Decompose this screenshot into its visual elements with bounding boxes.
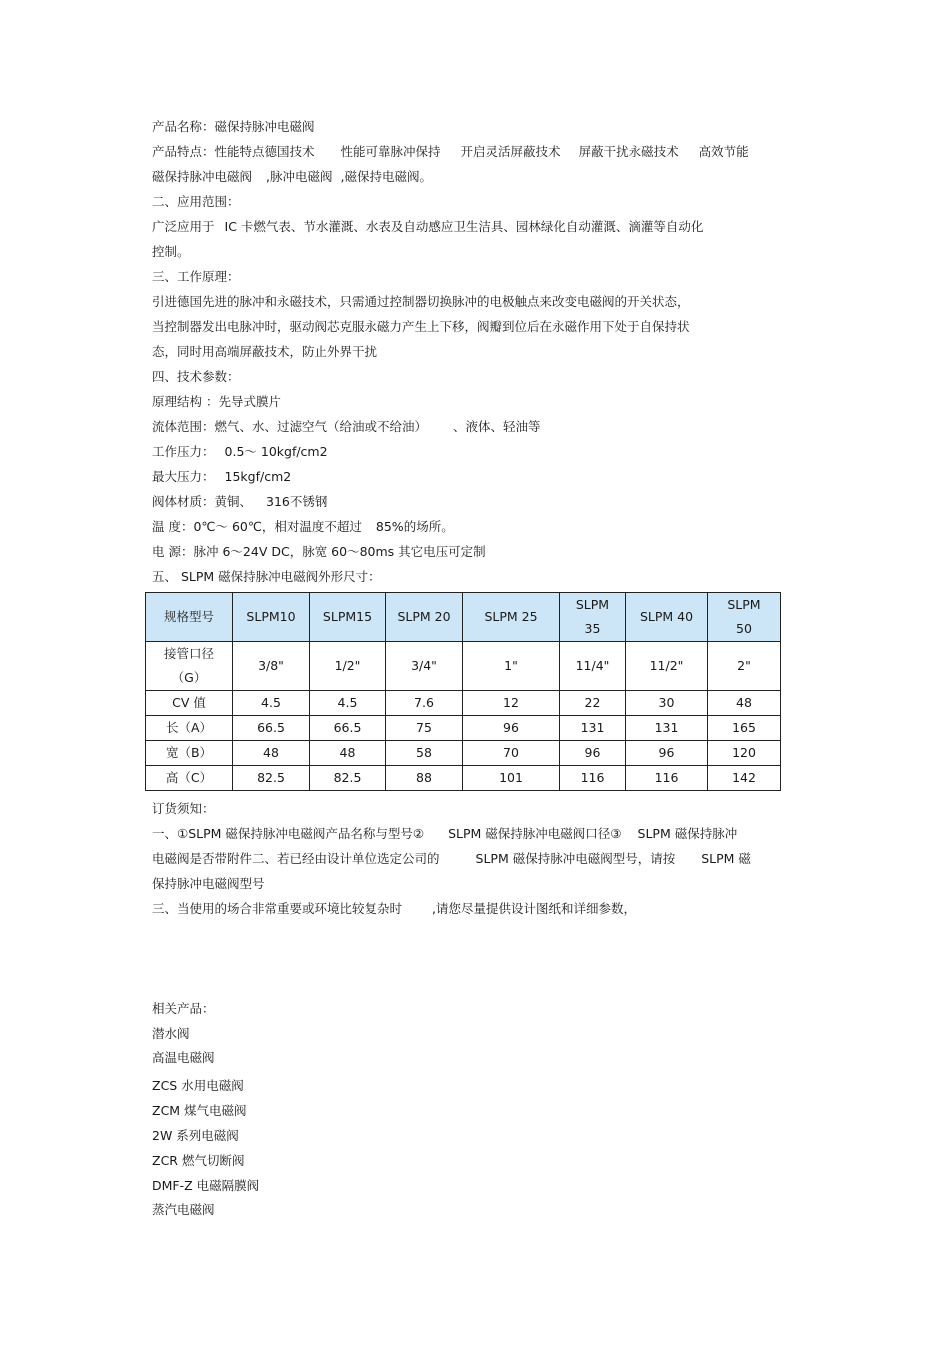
table-cell: 165 <box>708 716 781 741</box>
param-label: 最大压力： <box>152 469 215 484</box>
param-label: 工作压力： <box>152 444 215 459</box>
table-cell: 4.5 <box>233 691 310 716</box>
param-value: 0℃～ 60℃，相对温度不超过 <box>193 519 362 534</box>
param-material-b: 316不锈钢 <box>266 494 328 509</box>
table-row <box>146 642 781 691</box>
ordering-text: 三、当使用的场合非常重要或环境比较复杂时 <box>152 901 403 916</box>
ordering-line-4 <box>152 900 636 918</box>
table-cell: 66.5 <box>233 716 310 741</box>
application-line-1 <box>152 218 703 236</box>
keywords-line <box>152 168 432 186</box>
principle-line: 态，同时用高端屏蔽技术，防止外界干扰 <box>152 344 378 359</box>
table-cell: 1" <box>463 642 560 691</box>
application-text-b: IC 卡燃气表、节水灌溉、水表及自动感应卫生洁具、园林绿化自动灌溉、滴灌等自动化 <box>224 219 704 234</box>
header-model: SLPM 40 <box>626 593 708 642</box>
ordering-text: SLPM 磁保持脉冲电磁阀型号，请按 <box>475 851 676 866</box>
table-cell: 82.5 <box>310 766 386 791</box>
row-label: CV 值 <box>146 691 233 716</box>
principle-line: 当控制器发出电脉冲时，驱动阀芯克服永磁力产生上下移，阀瓣到位后在永磁作用下处于自保持状 <box>152 319 690 334</box>
table-cell: 82.5 <box>233 766 310 791</box>
ordering-text: ,请您尽量提供设计图纸和详细参数， <box>432 901 636 916</box>
param-fluid-a: 流体范围：燃气、水、过滤空气（给油或不给油） <box>152 419 428 434</box>
header-model: SLPM 50 <box>708 593 781 642</box>
application-line-2: 控制。 <box>152 244 190 259</box>
principle-line: 引进德国先进的脉冲和永磁技术，只需通过控制器切换脉冲的电极触点来改变电磁阀的开关状态， <box>152 294 690 309</box>
related-item: 蒸汽电磁阀 <box>152 1202 215 1217</box>
table-cell: 58 <box>386 741 463 766</box>
ordering-heading: 订货须知： <box>152 801 215 816</box>
param-material-a: 阀体材质：黄铜、 <box>152 494 253 509</box>
table-cell: 11/2" <box>626 642 708 691</box>
table-cell: 101 <box>463 766 560 791</box>
table-cell: 11/4" <box>560 642 626 691</box>
feature-item: 屏蔽干扰永磁技术 <box>578 144 679 159</box>
table-cell: 1/2" <box>310 642 386 691</box>
ordering-text: SLPM 磁保持脉冲电磁阀口径③ <box>448 826 622 841</box>
param-fluid <box>152 418 541 436</box>
table-cell: 142 <box>708 766 781 791</box>
param-value: 0.5～ 10kgf/cm2 <box>224 444 328 459</box>
param-value: 15kgf/cm2 <box>224 469 292 484</box>
feature-item: 开启灵活屏蔽技术 <box>460 144 561 159</box>
table-cell: 48 <box>310 741 386 766</box>
row-label: 宽（B） <box>146 741 233 766</box>
param-temperature <box>152 518 454 536</box>
row-label: 长（A） <box>146 716 233 741</box>
table-row <box>146 691 781 716</box>
param-value: 85%的场所。 <box>375 519 454 534</box>
param-fluid-b: 、液体、轻油等 <box>453 419 541 434</box>
ordering-text: SLPM 磁保持脉冲 <box>637 826 738 841</box>
table-cell: 116 <box>626 766 708 791</box>
table-cell: 3/4" <box>386 642 463 691</box>
feature-item: 高效节能 <box>698 144 749 159</box>
features-label: 产品特点： <box>152 144 215 159</box>
header-model: SLPM10 <box>233 593 310 642</box>
header-model: SLPM 25 <box>463 593 560 642</box>
param-label: 温 度： <box>152 519 194 534</box>
table-cell: 96 <box>626 741 708 766</box>
row-label: 接管口径 （G） <box>146 642 233 691</box>
table-row <box>146 741 781 766</box>
related-item: 高温电磁阀 <box>152 1050 215 1065</box>
table-cell: 131 <box>560 716 626 741</box>
table-row <box>146 766 781 791</box>
header-label: 规格型号 <box>146 593 233 642</box>
table-cell: 88 <box>386 766 463 791</box>
dimensions-table <box>145 592 781 791</box>
ordering-line-1 <box>152 825 737 843</box>
related-item: ZCR 燃气切断阀 <box>152 1153 245 1168</box>
table-cell: 22 <box>560 691 626 716</box>
feature-item: 性能可靠脉冲保持 <box>340 144 441 159</box>
ordering-text: 电磁阀是否带附件二、若已经由设计单位选定公司的 <box>152 851 440 866</box>
related-item: ZCM 煤气电磁阀 <box>152 1103 247 1118</box>
row-label: 高（C） <box>146 766 233 791</box>
table-cell: 30 <box>626 691 708 716</box>
table-cell: 120 <box>708 741 781 766</box>
table-cell: 4.5 <box>310 691 386 716</box>
param-power <box>152 543 486 561</box>
param-value: 脉冲 6～24V DC，脉宽 60～80ms 其它电压可定制 <box>193 544 486 559</box>
header-model: SLPM15 <box>310 593 386 642</box>
param-max-pressure <box>152 468 291 486</box>
table-cell: 48 <box>233 741 310 766</box>
feature-item: 性能特点德国技术 <box>214 144 315 159</box>
table-cell: 7.6 <box>386 691 463 716</box>
product-features-line <box>152 143 749 161</box>
table-cell: 75 <box>386 716 463 741</box>
param-structure: 原理结构 ：先导式膜片 <box>152 394 281 409</box>
table-row <box>146 716 781 741</box>
related-item: 2W 系列电磁阀 <box>152 1128 239 1143</box>
related-heading: 相关产品： <box>152 1001 215 1016</box>
product-name-line: 产品名称：磁保持脉冲电磁阀 <box>152 119 315 134</box>
ordering-line-3: 保持脉冲电磁阀型号 <box>152 876 265 891</box>
table-cell: 96 <box>463 716 560 741</box>
related-item: 潜水阀 <box>152 1026 190 1041</box>
table-cell: 96 <box>560 741 626 766</box>
table-cell: 116 <box>560 766 626 791</box>
related-item: DMF-Z 电磁隔膜阀 <box>152 1178 260 1193</box>
dimensions-heading: 五、 SLPM 磁保持脉冲电磁阀外形尺寸： <box>152 569 381 584</box>
ordering-text: 一、①SLPM 磁保持脉冲电磁阀产品名称与型号② <box>152 826 425 841</box>
table-cell: 48 <box>708 691 781 716</box>
related-item: ZCS 水用电磁阀 <box>152 1078 244 1093</box>
param-material <box>152 493 327 511</box>
params-heading: 四、技术参数： <box>152 369 240 384</box>
table-cell: 131 <box>626 716 708 741</box>
table-cell: 12 <box>463 691 560 716</box>
table-cell: 66.5 <box>310 716 386 741</box>
table-cell: 2" <box>708 642 781 691</box>
application-heading: 二、应用范围： <box>152 194 240 209</box>
application-text-a: 广泛应用于 <box>152 219 215 234</box>
table-header-row <box>146 593 781 642</box>
param-work-pressure <box>152 443 328 461</box>
header-model: SLPM 20 <box>386 593 463 642</box>
keyword: 磁保持脉冲电磁阀 <box>152 169 253 184</box>
table-cell: 3/8" <box>233 642 310 691</box>
header-model: SLPM 35 <box>560 593 626 642</box>
keyword: ,脉冲电磁阀 <box>266 169 333 184</box>
param-label: 电 源： <box>152 544 194 559</box>
ordering-text: SLPM 磁 <box>701 851 751 866</box>
principle-heading: 三、工作原理： <box>152 269 240 284</box>
table-cell: 70 <box>463 741 560 766</box>
keyword: ,磁保持电磁阀。 <box>340 169 432 184</box>
ordering-line-2 <box>152 850 751 868</box>
